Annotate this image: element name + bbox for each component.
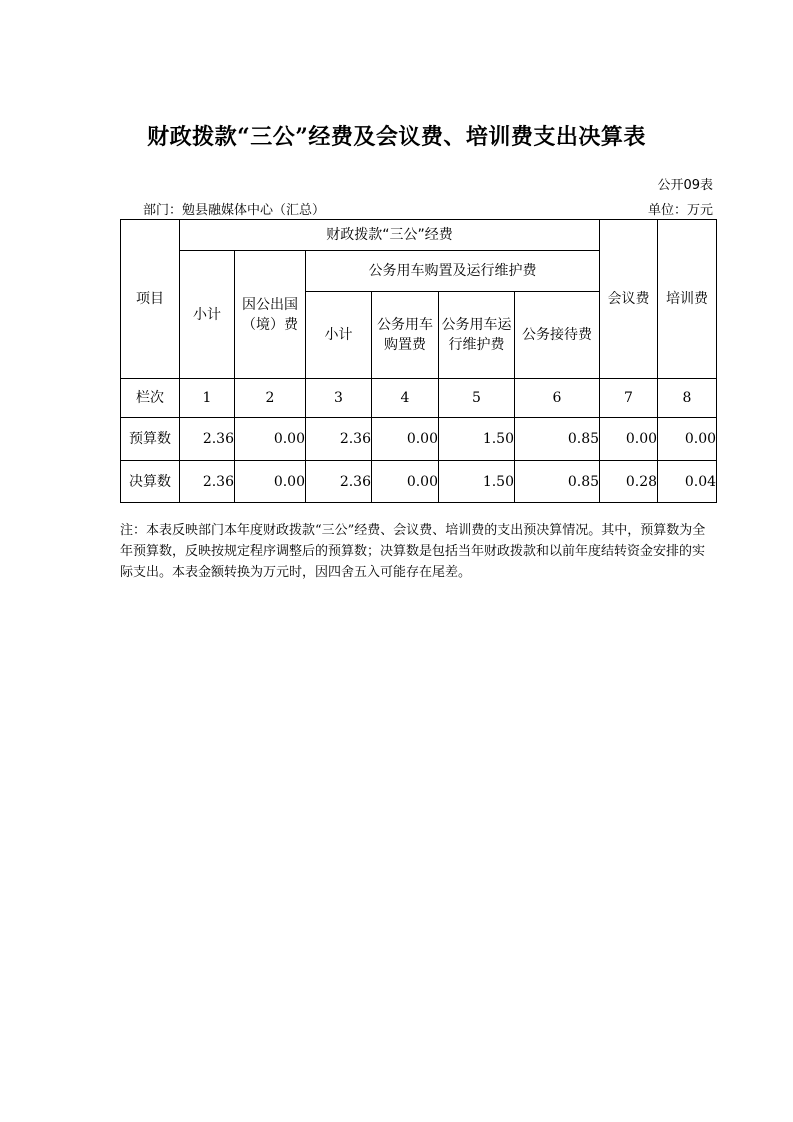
header-meeting: 会议费 xyxy=(600,220,658,379)
header-item: 项目 xyxy=(121,220,180,379)
expenditure-table xyxy=(120,219,717,503)
header-subtotal: 小计 xyxy=(180,251,235,379)
department-label: 部门：勉县融媒体中心（汇总） xyxy=(143,203,326,218)
row-label-final: 决算数 xyxy=(121,461,180,503)
final-value: 2.36 xyxy=(306,461,372,503)
final-value: 0.85 xyxy=(515,461,600,503)
page-title: 财政拨款“三公”经费及会议费、培训费支出决算表 xyxy=(147,124,646,150)
footnote: 注：本表反映部门本年度财政拨款“三公”经费、会议费、培训费的支出预决算情况。其中，预算数为全年预算数，反映按规定程序调整后的预算数；决算数是包括当年财政拨款和以前年度结转资金安排的实际支出。本表金额转换为万元时，因四舍五入可能存在尾差。 xyxy=(120,523,706,580)
header-vehicle-purchase: 公务用车购置费 xyxy=(372,292,439,379)
column-number: 7 xyxy=(600,379,658,418)
column-number: 2 xyxy=(235,379,306,418)
final-value: 0.00 xyxy=(235,461,306,503)
budget-value: 0.00 xyxy=(658,418,717,461)
column-number: 6 xyxy=(515,379,600,418)
column-number: 4 xyxy=(372,379,439,418)
header-reception: 公务接待费 xyxy=(515,292,600,379)
column-number: 5 xyxy=(439,379,515,418)
row-label-budget: 预算数 xyxy=(121,418,180,461)
form-number: 公开09表 xyxy=(657,178,713,193)
column-number: 8 xyxy=(658,379,717,418)
header-three-public: 财政拨款“三公”经费 xyxy=(180,220,600,251)
budget-value: 2.36 xyxy=(306,418,372,461)
header-abroad: 因公出国（境）费 xyxy=(235,251,306,379)
header-vehicle-group: 公务用车购置及运行维护费 xyxy=(306,251,600,292)
final-value: 0.28 xyxy=(600,461,658,503)
budget-value: 0.00 xyxy=(235,418,306,461)
final-value: 1.50 xyxy=(439,461,515,503)
budget-value: 0.00 xyxy=(600,418,658,461)
budget-value: 1.50 xyxy=(439,418,515,461)
header-vehicle-operation: 公务用车运行维护费 xyxy=(439,292,515,379)
unit-label: 单位：万元 xyxy=(647,203,713,218)
table-row xyxy=(121,418,717,461)
header-vehicle-subtotal: 小计 xyxy=(306,292,372,379)
final-value: 2.36 xyxy=(180,461,235,503)
column-number: 3 xyxy=(306,379,372,418)
budget-value: 0.00 xyxy=(372,418,439,461)
column-number: 1 xyxy=(180,379,235,418)
final-value: 0.00 xyxy=(372,461,439,503)
budget-value: 0.85 xyxy=(515,418,600,461)
header-training: 培训费 xyxy=(658,220,717,379)
budget-value: 2.36 xyxy=(180,418,235,461)
final-value: 0.04 xyxy=(658,461,717,503)
column-number-label: 栏次 xyxy=(121,379,180,418)
table-row xyxy=(121,461,717,503)
